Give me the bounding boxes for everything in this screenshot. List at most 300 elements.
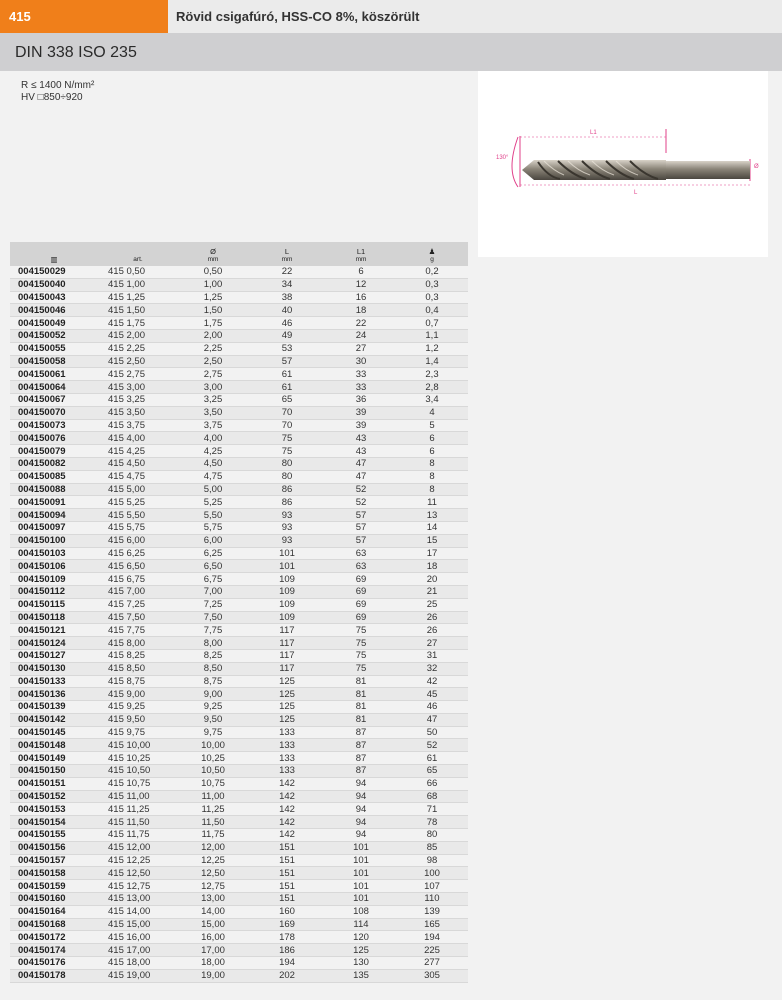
article-cell: 415 14,00 bbox=[98, 905, 178, 918]
article-cell: 415 19,00 bbox=[98, 969, 178, 982]
article-cell: 415 6,25 bbox=[98, 547, 178, 560]
article-cell: 415 8,75 bbox=[98, 675, 178, 688]
article-cell: 415 10,50 bbox=[98, 765, 178, 778]
item-code-cell: 004150076 bbox=[10, 432, 98, 445]
diameter-cell: 12,50 bbox=[178, 867, 248, 880]
table-row bbox=[10, 521, 468, 534]
article-cell: 415 5,00 bbox=[98, 483, 178, 496]
length-cell: 186 bbox=[248, 944, 326, 957]
flute-length-cell: 87 bbox=[326, 739, 396, 752]
table-row bbox=[10, 841, 468, 854]
article-cell: 415 11,50 bbox=[98, 816, 178, 829]
flute-length-cell: 101 bbox=[326, 854, 396, 867]
drill-bit-illustration bbox=[478, 71, 768, 257]
diameter-cell: 2,00 bbox=[178, 329, 248, 342]
table-row bbox=[10, 739, 468, 752]
weight-cell: 225 bbox=[396, 944, 468, 957]
length-cell: 109 bbox=[248, 573, 326, 586]
diameter-cell: 11,00 bbox=[178, 790, 248, 803]
table-row bbox=[10, 406, 468, 419]
diameter-cell: 9,25 bbox=[178, 701, 248, 714]
length-cell: 70 bbox=[248, 406, 326, 419]
flute-length-cell: 57 bbox=[326, 509, 396, 522]
flute-length-cell: 52 bbox=[326, 496, 396, 509]
article-cell: 415 12,25 bbox=[98, 854, 178, 867]
diameter-cell: 10,00 bbox=[178, 739, 248, 752]
flute-length-cell: 81 bbox=[326, 713, 396, 726]
diameter-cell: 6,75 bbox=[178, 573, 248, 586]
table-row bbox=[10, 457, 468, 470]
length-cell: 53 bbox=[248, 342, 326, 355]
article-cell: 415 6,50 bbox=[98, 560, 178, 573]
diameter-cell: 10,75 bbox=[178, 777, 248, 790]
table-row bbox=[10, 317, 468, 330]
length-cell: 38 bbox=[248, 291, 326, 304]
weight-cell: 61 bbox=[396, 752, 468, 765]
weight-cell: 110 bbox=[396, 893, 468, 906]
item-code-cell: 004150040 bbox=[10, 278, 98, 291]
weight-cell: 18 bbox=[396, 560, 468, 573]
length-cell: 101 bbox=[248, 560, 326, 573]
weight-cell: 6 bbox=[396, 445, 468, 458]
article-cell: 415 5,50 bbox=[98, 509, 178, 522]
item-code-cell: 004150172 bbox=[10, 931, 98, 944]
weight-cell: 139 bbox=[396, 905, 468, 918]
length-cell: 178 bbox=[248, 931, 326, 944]
length-cell: 93 bbox=[248, 521, 326, 534]
flute-length-cell: 81 bbox=[326, 675, 396, 688]
diameter-cell: 9,75 bbox=[178, 726, 248, 739]
article-cell: 415 5,75 bbox=[98, 521, 178, 534]
item-code-cell: 004150168 bbox=[10, 918, 98, 931]
flute-length-cell: 101 bbox=[326, 841, 396, 854]
length-cell: 70 bbox=[248, 419, 326, 432]
diameter-cell: 6,25 bbox=[178, 547, 248, 560]
item-code-cell: 004150149 bbox=[10, 752, 98, 765]
item-code-cell: 004150100 bbox=[10, 534, 98, 547]
flute-length-cell: 120 bbox=[326, 931, 396, 944]
article-cell: 415 7,75 bbox=[98, 624, 178, 637]
length-cell: 117 bbox=[248, 624, 326, 637]
table-row bbox=[10, 598, 468, 611]
weight-cell: 21 bbox=[396, 585, 468, 598]
weight-cell: 1,1 bbox=[396, 329, 468, 342]
diameter-cell: 17,00 bbox=[178, 944, 248, 957]
article-cell: 415 3,50 bbox=[98, 406, 178, 419]
diameter-cell: 4,25 bbox=[178, 445, 248, 458]
diameter-cell: 1,00 bbox=[178, 278, 248, 291]
flute-length-cell: 57 bbox=[326, 521, 396, 534]
item-code-cell: 004150118 bbox=[10, 611, 98, 624]
item-code-cell: 004150121 bbox=[10, 624, 98, 637]
item-code-cell: 004150049 bbox=[10, 317, 98, 330]
article-cell: 415 4,25 bbox=[98, 445, 178, 458]
diameter-cell: 8,75 bbox=[178, 675, 248, 688]
length-cell: 49 bbox=[248, 329, 326, 342]
weight-cell: 66 bbox=[396, 777, 468, 790]
item-code-cell: 004150097 bbox=[10, 521, 98, 534]
flute-length-cell: 69 bbox=[326, 611, 396, 624]
flute-length-cell: 94 bbox=[326, 829, 396, 842]
item-code-cell: 004150091 bbox=[10, 496, 98, 509]
length-cell: 133 bbox=[248, 752, 326, 765]
length-cell: 57 bbox=[248, 355, 326, 368]
flute-length-cell: 47 bbox=[326, 470, 396, 483]
flute-length-cell: 16 bbox=[326, 291, 396, 304]
table-row bbox=[10, 611, 468, 624]
flute-length-cell: 69 bbox=[326, 598, 396, 611]
table-row bbox=[10, 649, 468, 662]
flute-length-cell: 57 bbox=[326, 534, 396, 547]
item-code-cell: 004150061 bbox=[10, 368, 98, 381]
length-cell: 202 bbox=[248, 969, 326, 982]
weight-cell: 47 bbox=[396, 713, 468, 726]
item-code-cell: 004150070 bbox=[10, 406, 98, 419]
article-cell: 415 6,75 bbox=[98, 573, 178, 586]
weight-cell: 8 bbox=[396, 470, 468, 483]
item-code-cell: 004150142 bbox=[10, 713, 98, 726]
flute-length-cell: 125 bbox=[326, 944, 396, 957]
flute-length-cell: 75 bbox=[326, 637, 396, 650]
table-row bbox=[10, 419, 468, 432]
article-cell: 415 12,75 bbox=[98, 880, 178, 893]
weight-cell: 0,4 bbox=[396, 304, 468, 317]
length-cell: 142 bbox=[248, 790, 326, 803]
flute-length-cell: 12 bbox=[326, 278, 396, 291]
article-cell: 415 10,75 bbox=[98, 777, 178, 790]
article-cell: 415 12,50 bbox=[98, 867, 178, 880]
article-cell: 415 12,00 bbox=[98, 841, 178, 854]
table-row bbox=[10, 637, 468, 650]
item-code-cell: 004150046 bbox=[10, 304, 98, 317]
weight-cell: 107 bbox=[396, 880, 468, 893]
item-code-cell: 004150052 bbox=[10, 329, 98, 342]
flute-length-cell: 94 bbox=[326, 816, 396, 829]
table-body bbox=[10, 266, 468, 982]
table-row bbox=[10, 393, 468, 406]
diameter-label: Ø bbox=[754, 164, 759, 170]
header-diameter: Ø mm bbox=[178, 242, 248, 266]
item-code-cell: 004150145 bbox=[10, 726, 98, 739]
length-cell: 40 bbox=[248, 304, 326, 317]
table-row bbox=[10, 880, 468, 893]
flute-length-cell: 47 bbox=[326, 457, 396, 470]
weight-cell: 14 bbox=[396, 521, 468, 534]
table-row bbox=[10, 854, 468, 867]
table-row bbox=[10, 944, 468, 957]
table-row bbox=[10, 765, 468, 778]
item-code-cell: 004150055 bbox=[10, 342, 98, 355]
item-code-cell: 004150154 bbox=[10, 816, 98, 829]
length-cell: 93 bbox=[248, 534, 326, 547]
length-cell: 169 bbox=[248, 918, 326, 931]
flute-length-cell: 36 bbox=[326, 393, 396, 406]
article-cell: 415 16,00 bbox=[98, 931, 178, 944]
table-row bbox=[10, 803, 468, 816]
length-cell: 125 bbox=[248, 688, 326, 701]
item-code-cell: 004150156 bbox=[10, 841, 98, 854]
table-row bbox=[10, 713, 468, 726]
flute-length-cell: 63 bbox=[326, 560, 396, 573]
length-cell: 75 bbox=[248, 445, 326, 458]
flute-length-cell: 69 bbox=[326, 573, 396, 586]
weight-cell: 45 bbox=[396, 688, 468, 701]
diameter-cell: 12,00 bbox=[178, 841, 248, 854]
table-row bbox=[10, 304, 468, 317]
header-weight: ♟ g bbox=[396, 242, 468, 266]
standards-label: DIN 338 ISO 235 bbox=[15, 44, 137, 61]
weight-cell: 0,2 bbox=[396, 266, 468, 278]
flute-length-cell: 30 bbox=[326, 355, 396, 368]
table-row bbox=[10, 662, 468, 675]
article-cell: 415 8,00 bbox=[98, 637, 178, 650]
weight-cell: 100 bbox=[396, 867, 468, 880]
weight-cell: 25 bbox=[396, 598, 468, 611]
table-row bbox=[10, 816, 468, 829]
diameter-cell: 8,25 bbox=[178, 649, 248, 662]
length-cell: 46 bbox=[248, 317, 326, 330]
flute-length-cell: 18 bbox=[326, 304, 396, 317]
item-code-cell: 004150164 bbox=[10, 905, 98, 918]
flute-length-cell: 101 bbox=[326, 867, 396, 880]
article-cell: 415 2,75 bbox=[98, 368, 178, 381]
length-cell: 101 bbox=[248, 547, 326, 560]
item-code-cell: 004150103 bbox=[10, 547, 98, 560]
weight-cell: 194 bbox=[396, 931, 468, 944]
header-art: art. bbox=[98, 242, 178, 266]
table-row bbox=[10, 918, 468, 931]
table-row bbox=[10, 675, 468, 688]
table-row bbox=[10, 329, 468, 342]
length-cell: 142 bbox=[248, 816, 326, 829]
article-cell: 415 11,75 bbox=[98, 829, 178, 842]
diameter-cell: 11,50 bbox=[178, 816, 248, 829]
weight-cell: 50 bbox=[396, 726, 468, 739]
table-row bbox=[10, 752, 468, 765]
weight-cell: 85 bbox=[396, 841, 468, 854]
article-cell: 415 17,00 bbox=[98, 944, 178, 957]
article-cell: 415 5,25 bbox=[98, 496, 178, 509]
item-code-cell: 004150082 bbox=[10, 457, 98, 470]
strength-value: R ≤ 1400 N/mm² bbox=[21, 80, 95, 91]
item-code-cell: 004150085 bbox=[10, 470, 98, 483]
weight-cell: 0,3 bbox=[396, 291, 468, 304]
weight-cell: 2,3 bbox=[396, 368, 468, 381]
flute-length-cell: 87 bbox=[326, 726, 396, 739]
table-row bbox=[10, 355, 468, 368]
table-row bbox=[10, 969, 468, 982]
diameter-cell: 5,00 bbox=[178, 483, 248, 496]
product-title: Rövid csigafúró, HSS-CO 8%, köszörült bbox=[176, 9, 420, 24]
item-code-cell: 004150124 bbox=[10, 637, 98, 650]
length-cell: 151 bbox=[248, 867, 326, 880]
diameter-cell: 7,50 bbox=[178, 611, 248, 624]
item-code-cell: 004150150 bbox=[10, 765, 98, 778]
diameter-cell: 0,50 bbox=[178, 266, 248, 278]
length-cell: 80 bbox=[248, 457, 326, 470]
table-row bbox=[10, 381, 468, 394]
flute-length-cell: 87 bbox=[326, 765, 396, 778]
product-code: 415 bbox=[0, 0, 168, 33]
flute-length-cell: 130 bbox=[326, 957, 396, 970]
flute-length-cell: 39 bbox=[326, 419, 396, 432]
table-row bbox=[10, 470, 468, 483]
table-row bbox=[10, 291, 468, 304]
item-code-cell: 004150109 bbox=[10, 573, 98, 586]
length-cell: 133 bbox=[248, 726, 326, 739]
article-cell: 415 8,50 bbox=[98, 662, 178, 675]
hardness-value: HV □850÷920 bbox=[21, 92, 83, 103]
table-row bbox=[10, 368, 468, 381]
item-code-cell: 004150158 bbox=[10, 867, 98, 880]
length-cell: 142 bbox=[248, 777, 326, 790]
weight-cell: 6 bbox=[396, 432, 468, 445]
table-row bbox=[10, 342, 468, 355]
item-code-cell: 004150174 bbox=[10, 944, 98, 957]
barcode-icon: ▥ bbox=[50, 255, 58, 264]
diameter-cell: 7,25 bbox=[178, 598, 248, 611]
table-row bbox=[10, 432, 468, 445]
article-cell: 415 7,00 bbox=[98, 585, 178, 598]
item-code-cell: 004150176 bbox=[10, 957, 98, 970]
length-cell: 160 bbox=[248, 905, 326, 918]
item-code-cell: 004150155 bbox=[10, 829, 98, 842]
flute-length-cell: 6 bbox=[326, 266, 396, 278]
weight-cell: 1,2 bbox=[396, 342, 468, 355]
article-cell: 415 3,00 bbox=[98, 381, 178, 394]
length-cell: 65 bbox=[248, 393, 326, 406]
flute-length-cell: 27 bbox=[326, 342, 396, 355]
specification-table bbox=[10, 242, 468, 983]
weight-cell: 3,4 bbox=[396, 393, 468, 406]
table-row bbox=[10, 585, 468, 598]
diameter-cell: 8,00 bbox=[178, 637, 248, 650]
diameter-cell: 12,25 bbox=[178, 854, 248, 867]
item-code-cell: 004150152 bbox=[10, 790, 98, 803]
weight-cell: 26 bbox=[396, 611, 468, 624]
weight-cell: 2,8 bbox=[396, 381, 468, 394]
diameter-cell: 9,00 bbox=[178, 688, 248, 701]
diameter-cell: 1,75 bbox=[178, 317, 248, 330]
length-cell: 151 bbox=[248, 893, 326, 906]
length-cell: 151 bbox=[248, 880, 326, 893]
flute-length-cell: 63 bbox=[326, 547, 396, 560]
item-code-cell: 004150127 bbox=[10, 649, 98, 662]
article-cell: 415 2,00 bbox=[98, 329, 178, 342]
length-cell: 61 bbox=[248, 381, 326, 394]
flute-length-cell: 135 bbox=[326, 969, 396, 982]
item-code-cell: 004150153 bbox=[10, 803, 98, 816]
flute-length-cell: 94 bbox=[326, 803, 396, 816]
article-cell: 415 2,50 bbox=[98, 355, 178, 368]
diameter-cell: 4,75 bbox=[178, 470, 248, 483]
table-row bbox=[10, 905, 468, 918]
weight-cell: 13 bbox=[396, 509, 468, 522]
table-row bbox=[10, 445, 468, 458]
article-cell: 415 9,00 bbox=[98, 688, 178, 701]
diameter-cell: 3,00 bbox=[178, 381, 248, 394]
diameter-cell: 4,50 bbox=[178, 457, 248, 470]
diameter-cell: 6,00 bbox=[178, 534, 248, 547]
table-row bbox=[10, 496, 468, 509]
item-code-cell: 004150151 bbox=[10, 777, 98, 790]
table-row bbox=[10, 573, 468, 586]
weight-cell: 52 bbox=[396, 739, 468, 752]
item-code-cell: 004150094 bbox=[10, 509, 98, 522]
article-cell: 415 15,00 bbox=[98, 918, 178, 931]
weight-cell: 71 bbox=[396, 803, 468, 816]
table-row bbox=[10, 483, 468, 496]
flute-length-cell: 75 bbox=[326, 649, 396, 662]
item-code-cell: 004150133 bbox=[10, 675, 98, 688]
table-row bbox=[10, 957, 468, 970]
article-cell: 415 13,00 bbox=[98, 893, 178, 906]
table-row bbox=[10, 867, 468, 880]
length-cell: 75 bbox=[248, 432, 326, 445]
diameter-cell: 5,50 bbox=[178, 509, 248, 522]
item-code-cell: 004150130 bbox=[10, 662, 98, 675]
item-code-cell: 004150106 bbox=[10, 560, 98, 573]
flute-length-cell: 22 bbox=[326, 317, 396, 330]
length-cell: 117 bbox=[248, 662, 326, 675]
item-code-cell: 004150148 bbox=[10, 739, 98, 752]
flute-length-cell: 33 bbox=[326, 368, 396, 381]
item-code-cell: 004150064 bbox=[10, 381, 98, 394]
flute-length-cell: 101 bbox=[326, 880, 396, 893]
table-row bbox=[10, 931, 468, 944]
item-code-cell: 004150136 bbox=[10, 688, 98, 701]
length-cell: 125 bbox=[248, 675, 326, 688]
angle-label: 130° bbox=[496, 155, 509, 161]
table-row bbox=[10, 726, 468, 739]
table-row bbox=[10, 534, 468, 547]
length-cell: 93 bbox=[248, 509, 326, 522]
length-cell: 117 bbox=[248, 649, 326, 662]
length-cell: 86 bbox=[248, 483, 326, 496]
diameter-cell: 3,25 bbox=[178, 393, 248, 406]
article-cell: 415 6,00 bbox=[98, 534, 178, 547]
diameter-cell: 19,00 bbox=[178, 969, 248, 982]
weight-cell: 65 bbox=[396, 765, 468, 778]
item-code-cell: 004150159 bbox=[10, 880, 98, 893]
item-code-cell: 004150157 bbox=[10, 854, 98, 867]
article-cell: 415 2,25 bbox=[98, 342, 178, 355]
weight-cell: 4 bbox=[396, 406, 468, 419]
diameter-cell: 14,00 bbox=[178, 905, 248, 918]
flute-length-cell: 43 bbox=[326, 432, 396, 445]
item-code-cell: 004150029 bbox=[10, 266, 98, 278]
weight-cell: 305 bbox=[396, 969, 468, 982]
table-row bbox=[10, 509, 468, 522]
flute-length-cell: 69 bbox=[326, 585, 396, 598]
weight-cell: 277 bbox=[396, 957, 468, 970]
weight-icon: ♟ bbox=[428, 247, 436, 256]
length-cell: 34 bbox=[248, 278, 326, 291]
flute-length-cell: 43 bbox=[326, 445, 396, 458]
length-cell: 117 bbox=[248, 637, 326, 650]
table-row bbox=[10, 560, 468, 573]
weight-cell: 8 bbox=[396, 483, 468, 496]
diameter-cell: 9,50 bbox=[178, 713, 248, 726]
weight-cell: 17 bbox=[396, 547, 468, 560]
weight-cell: 27 bbox=[396, 637, 468, 650]
weight-cell: 1,4 bbox=[396, 355, 468, 368]
item-code-cell: 004150178 bbox=[10, 969, 98, 982]
diameter-cell: 10,50 bbox=[178, 765, 248, 778]
length-cell: 151 bbox=[248, 841, 326, 854]
diameter-cell: 12,75 bbox=[178, 880, 248, 893]
table-row bbox=[10, 688, 468, 701]
